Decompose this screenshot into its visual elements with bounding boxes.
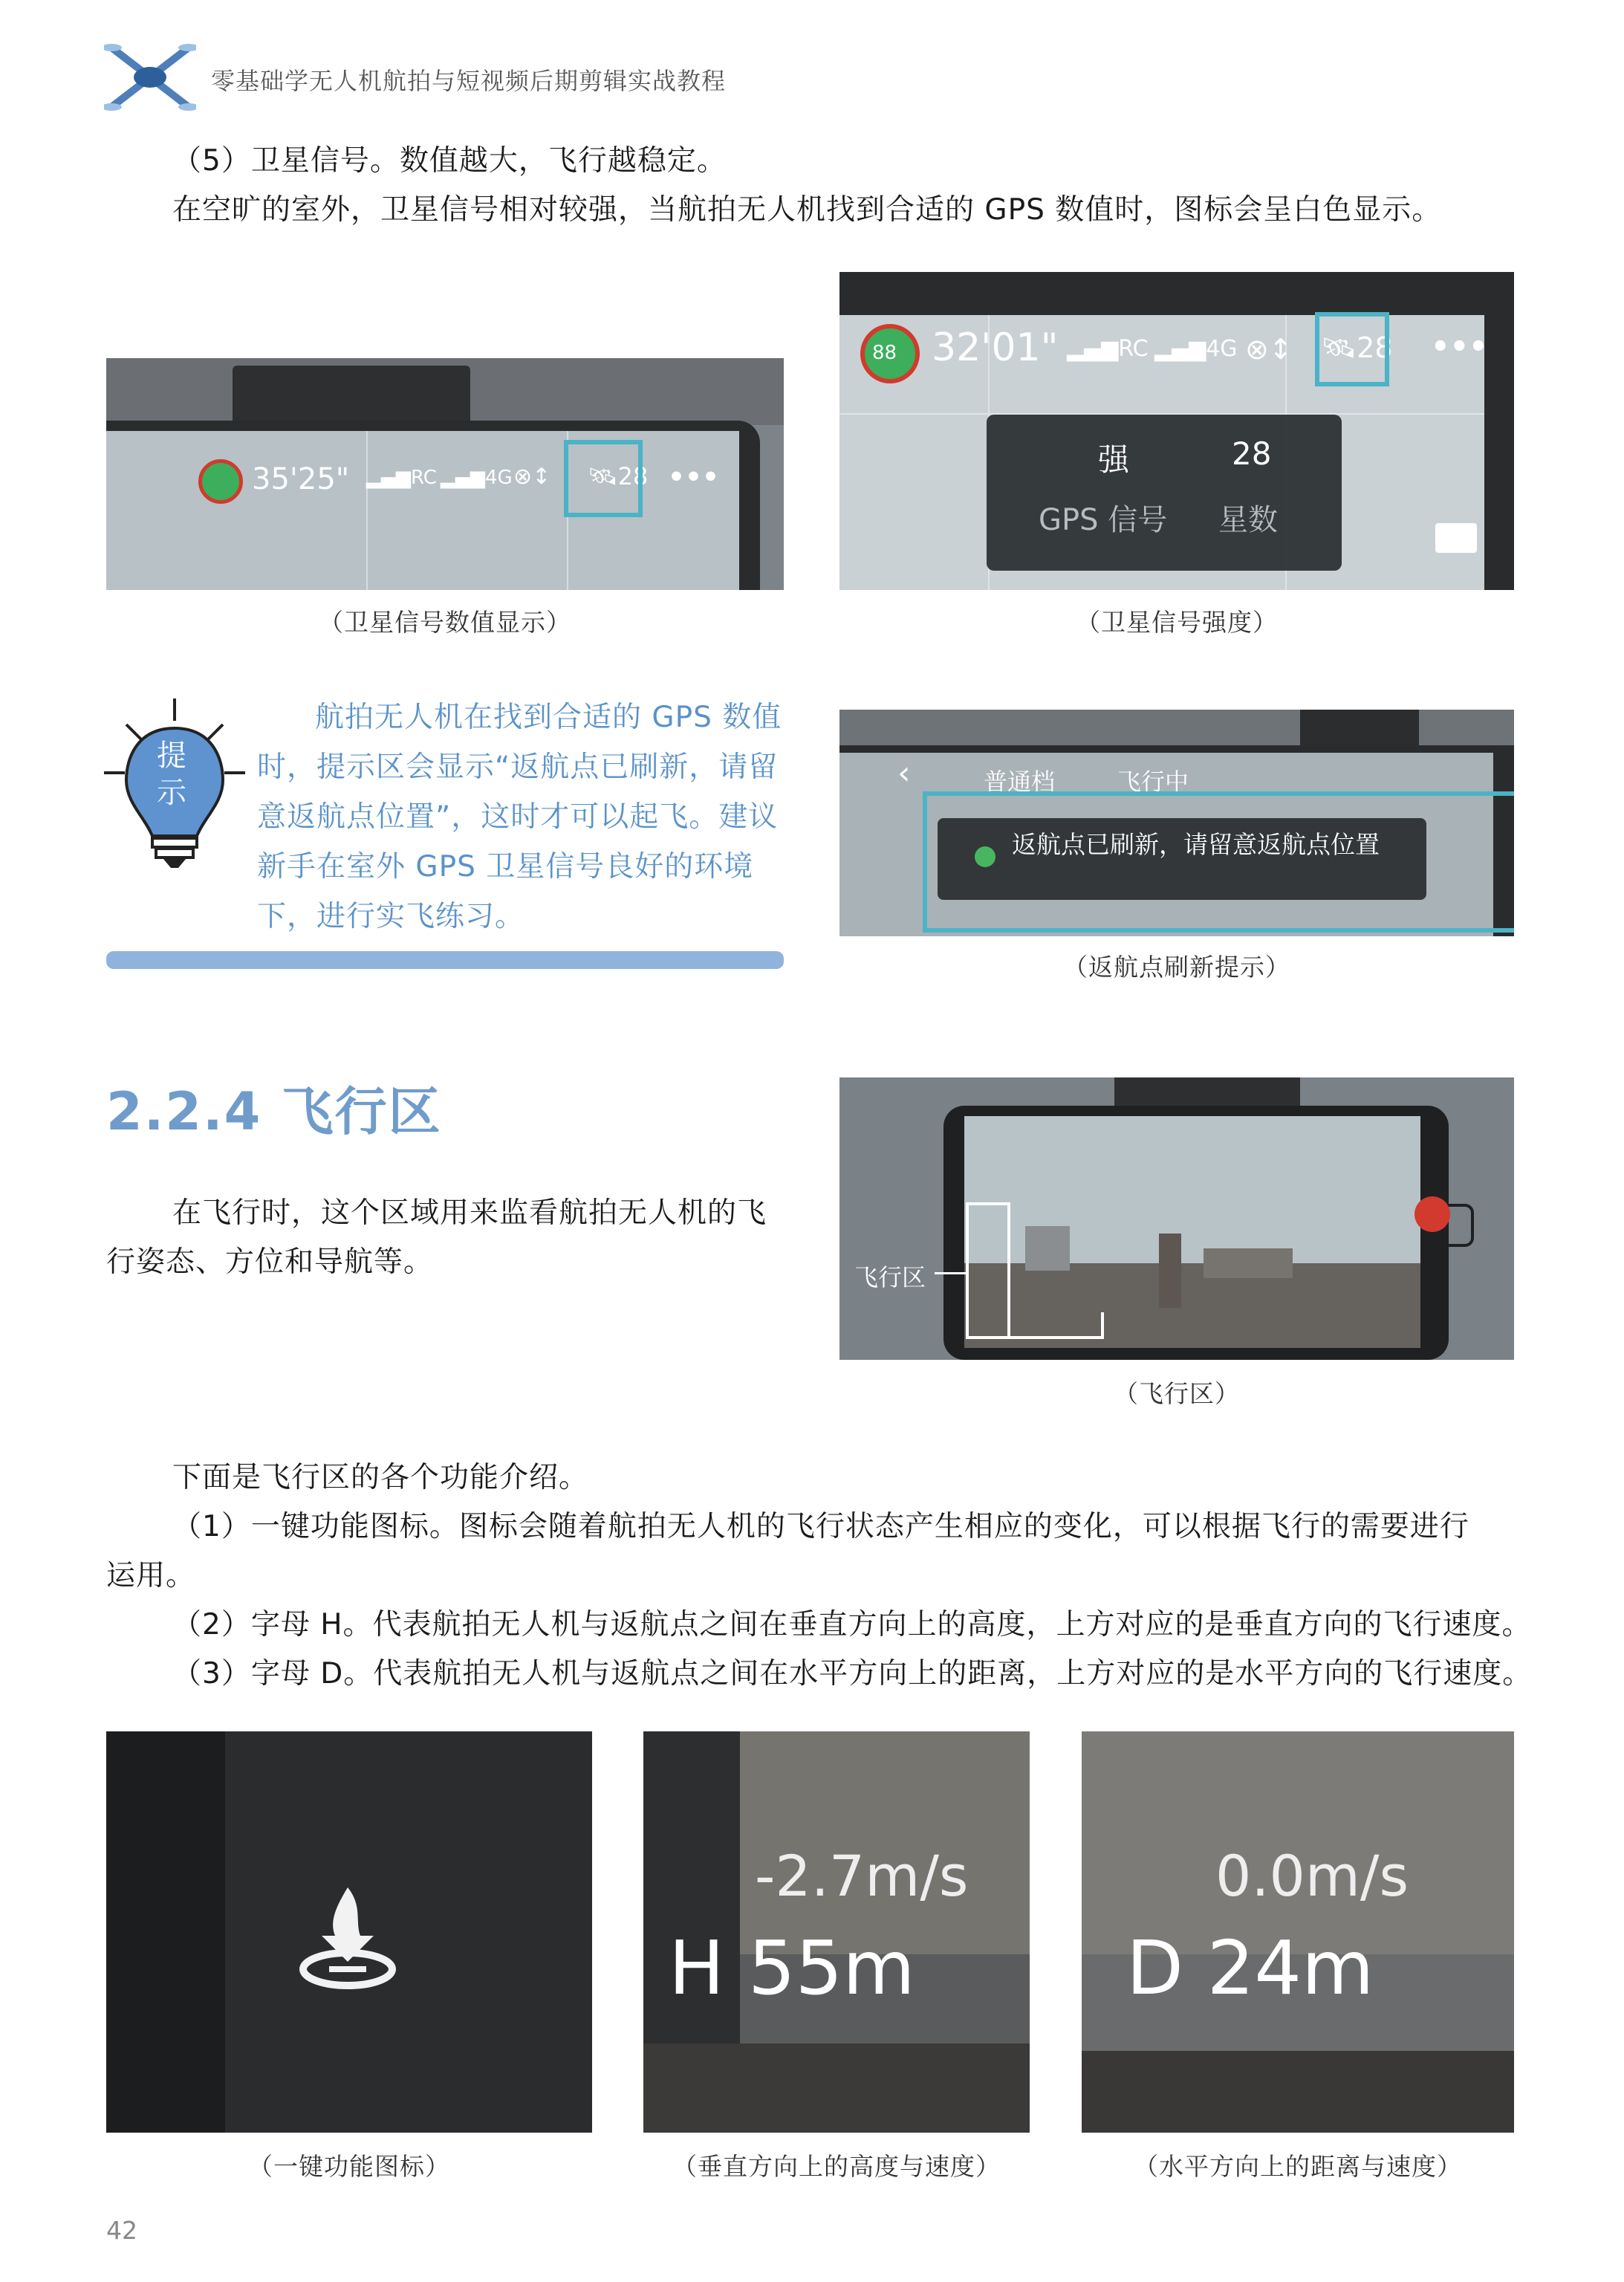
horizontal-speed: 0.0m/s: [1215, 1843, 1409, 1909]
caption-one-key-icon: （一键功能图标）: [248, 2152, 450, 2181]
section-title: 2.2.4 飞行区: [106, 1081, 442, 1142]
gps-count-value: 28: [1232, 435, 1272, 472]
book-title: 零基础学无人机航拍与短视频后期剪辑实战教程: [211, 67, 727, 95]
tip-text: 航拍无人机在找到合适的 GPS 数值时，提示区会显示“返航点已刷新，请留意返航点位置”，这时才可以起飞。建议新手在室外 GPS 卫星信号良好的环境下，进行实飞练习。: [257, 701, 782, 933]
figure-one-key-icon: [106, 1731, 592, 2133]
highlight-box: [1315, 312, 1389, 386]
flight-state: 飞行中: [1117, 768, 1189, 796]
vertical-speed: -2.7m/s: [755, 1843, 969, 1909]
figure-satellite-number: [106, 358, 784, 590]
back-arrow-icon: ‹: [897, 754, 911, 792]
home-point-message: 返航点已刷新，请留意返航点位置: [1012, 830, 1380, 859]
figure-flight-zone: [839, 1077, 1514, 1360]
more-menu-icon: •••: [1431, 330, 1488, 364]
obstacle-icon: ⊗↕: [513, 464, 551, 490]
rc-signal-icon: ▂▄▆RC: [1067, 336, 1149, 362]
figure-horizontal-distance: [1082, 1731, 1514, 2133]
highlight-box: [564, 440, 643, 517]
height-value: H 55m: [669, 1925, 915, 2012]
record-button: [1414, 1196, 1450, 1232]
list-item1-b: 运用。: [106, 1559, 196, 1592]
gps-strength-value: 强: [1098, 441, 1130, 478]
gps-satellite-icon: 🛰28: [588, 462, 649, 490]
list-item2: （2）字母 H。代表航拍无人机与返航点之间在垂直方向上的高度，上方对应的是垂直方向的飞行速度。: [172, 1608, 1532, 1641]
section-para-line1: 在飞行时，这个区域用来监看航拍无人机的飞: [172, 1196, 767, 1230]
list-item3: （3）字母 D。代表航拍无人机与返航点之间在水平方向上的距离，上方对应的是水平方向的飞行速度。: [172, 1657, 1533, 1691]
list-item1-a: （1）一键功能图标。图标会随着航拍无人机的飞行状态产生相应的变化，可以根据飞行的需要进行: [172, 1510, 1469, 1543]
caption-satellite-strength: （卫星信号强度）: [1076, 608, 1278, 637]
tip-divider: [106, 951, 784, 969]
caption-vertical-height: （垂直方向上的高度与速度）: [672, 2152, 1001, 2181]
flight-time: 35'25": [252, 462, 350, 496]
gps-popup: [987, 415, 1342, 571]
obstacle-icon: ⊗↕: [1245, 333, 1293, 366]
gps-count-label: 星数: [1218, 503, 1278, 537]
section-para-line2: 行姿态、方位和导航等。: [106, 1245, 434, 1279]
gps-strength-label: GPS 信号: [1039, 503, 1168, 537]
battery-icon: [198, 459, 243, 504]
figure-satellite-strength: [839, 272, 1514, 590]
figure-home-point-refresh: [839, 710, 1514, 936]
page-number: 42: [106, 2216, 137, 2245]
lte-signal-icon: ▂▄▆4G: [1154, 336, 1238, 362]
satellite-heading: （5）卫星信号。数值越大，飞行越稳定。: [172, 144, 727, 178]
figure-vertical-height: [643, 1731, 1030, 2133]
flight-mode: 普通档: [984, 768, 1056, 796]
gps-satellite-icon: 🛰28: [1321, 331, 1393, 364]
distance-value: D 24m: [1126, 1925, 1374, 2012]
highlight-box: [923, 791, 1514, 933]
caption-horizontal-distance: （水平方向上的距离与速度）: [1134, 2152, 1462, 2181]
lte-signal-icon: ▂▄▆4G: [441, 467, 513, 489]
flight-zone-label: 飞行区: [854, 1263, 926, 1291]
drone-logo-icon: [104, 40, 196, 114]
satellite-description: 在空旷的室外，卫星信号相对较强，当航拍无人机找到合适的 GPS 数值时，图标会呈白色显示。: [172, 193, 1442, 227]
rc-signal-icon: ▂▄▆RC: [366, 467, 437, 489]
tip-badge: 提示: [157, 739, 186, 810]
more-menu-icon: •••: [668, 462, 720, 493]
film-icon: [1435, 523, 1477, 553]
caption-satellite-number: （卫星信号数值显示）: [319, 608, 571, 637]
caption-home-point-refresh: （返航点刷新提示）: [1063, 953, 1290, 982]
caption-flight-zone: （飞行区）: [1114, 1379, 1240, 1408]
list-lead: 下面是飞行区的各个功能介绍。: [172, 1461, 589, 1494]
takeoff-landing-icon: [292, 1880, 403, 1991]
flight-time: 32'01": [932, 325, 1059, 370]
battery-percent: 88: [872, 342, 897, 364]
